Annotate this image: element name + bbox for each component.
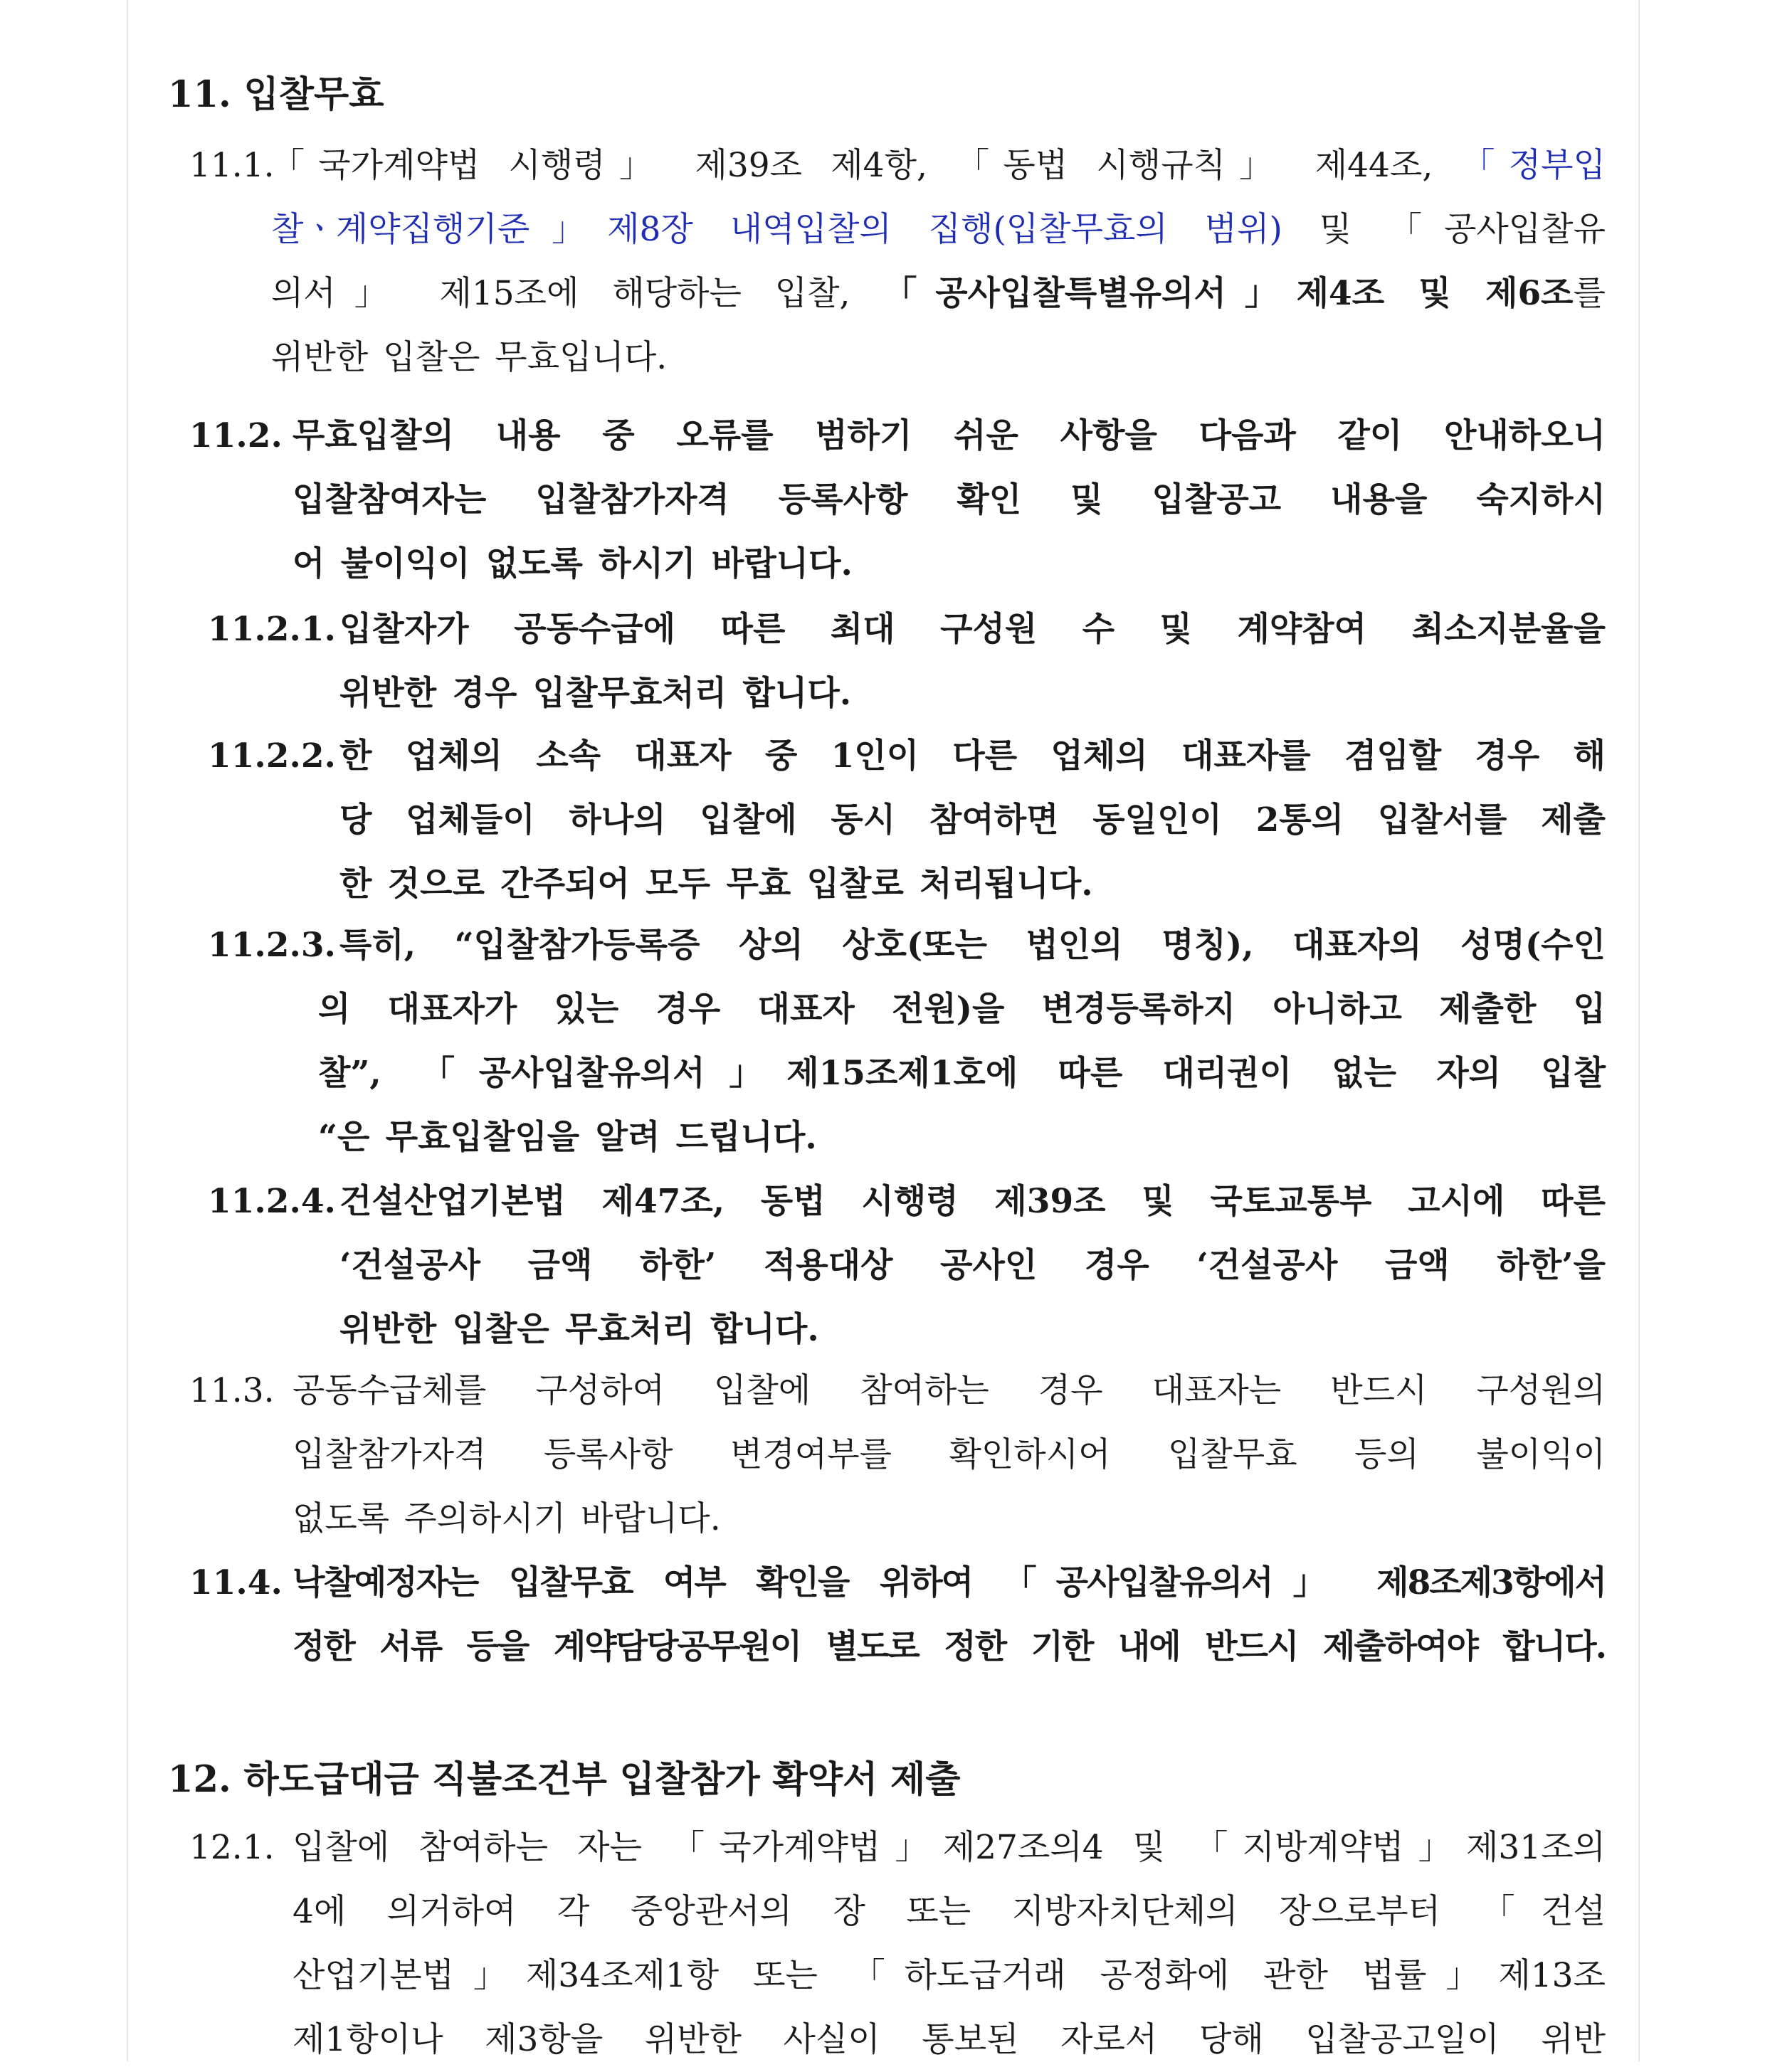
- text-line: 4에 의거하여 각 중앙관서의 장 또는 지방자치단체의 장으로부터 「건설: [293, 1892, 1606, 1931]
- clause-text-continued: [318, 978, 1606, 1170]
- text-line: 입찰에 참여하는 자는 「국가계약법」제27조의4 및 「지방계약법」제31조의: [293, 1828, 1606, 1867]
- text-run: 를: [1573, 274, 1606, 313]
- clause-text: [339, 598, 1606, 726]
- text-line: 입찰자가 공동수급에 따른 최대 구성원 수 및 계약참여 최소지분율을: [339, 610, 1606, 649]
- text-line: 위반한 입찰은 무효처리 합니다.: [339, 1310, 819, 1349]
- text-line: [271, 134, 1606, 198]
- linked-reference: 찰ㆍ계약집행기준」제8장 내역입찰의 집행(입찰무효의 범위): [271, 210, 1282, 249]
- text-line: 특히, “입찰참가등록증 상의 상호(또는 법인의 명칭), 대표자의 성명(수인: [339, 926, 1606, 965]
- text-line: [271, 262, 1606, 326]
- text-line: 위반한 경우 입찰무효처리 합니다.: [339, 674, 852, 713]
- section-12-heading: 12. 하도급대금 직불조건부 입찰참가 확약서 제출: [168, 1758, 961, 1801]
- clause-number: 12.1.: [189, 1828, 275, 1867]
- text-line: 무효입찰의 내용 중 오류를 범하기 쉬운 사항을 다음과 같이 안내하오니: [293, 416, 1606, 455]
- linked-reference: 「정부입: [1461, 146, 1606, 185]
- text-line: 의 대표자가 있는 경우 대표자 전원)을 변경등록하지 아니하고 제출한 입: [318, 990, 1606, 1029]
- text-line: 제1항이나 제3항을 위반한 사실이 통보된 자로서 당해 입찰공고일이 위반: [293, 2020, 1606, 2059]
- text-line: 위반한 입찰은 무효입니다.: [271, 338, 668, 377]
- text-run: 및 「공사입찰유: [1282, 210, 1606, 249]
- clause-number: 11.2.3.: [208, 926, 336, 965]
- text-line: 한 업체의 소속 대표자 중 1인이 다른 업체의 대표자를 겸임할 경우 해: [339, 736, 1606, 776]
- text-line: 입찰참가자격 등록사항 변경여부를 확인하시어 입찰무효 등의 불이익이: [293, 1435, 1606, 1474]
- clause-text: [339, 914, 1606, 978]
- text-line: 산업기본법」제34조제1항 또는 「하도급거래 공정화에 관한 법률」제13조: [293, 1956, 1606, 1995]
- text-line: 입찰참여자는 입찰참가자격 등록사항 확인 및 입찰공고 내용을 숙지하시: [293, 480, 1606, 519]
- clause-number: 11.2.1.: [208, 610, 336, 649]
- clause-number: 11.1.: [189, 146, 275, 185]
- clause-number: 11.4.: [189, 1563, 283, 1602]
- clause-text: [293, 404, 1606, 596]
- clause-number: 11.2.2.: [208, 736, 336, 776]
- text-line: 어 불이익이 없도록 하시기 바랍니다.: [293, 544, 853, 583]
- text-line: 정한 서류 등을 계약담당공무원이 별도로 정한 기한 내에 반드시 제출하여야 합니다.: [293, 1627, 1606, 1666]
- section-11-heading: 11. 입찰무효: [168, 73, 384, 116]
- text-run: 의서」 제15조에 해당하는 입찰,: [271, 274, 884, 313]
- clause-number: 11.3.: [189, 1371, 275, 1410]
- text-line: 없도록 주의하시기 바랍니다.: [293, 1499, 721, 1538]
- clause-text: [339, 1170, 1606, 1362]
- clause-text: [293, 1551, 1606, 1679]
- clause-text: [271, 134, 1606, 390]
- clause-text: [339, 724, 1606, 916]
- text-line: 공동수급체를 구성하여 입찰에 참여하는 경우 대표자는 반드시 구성원의: [293, 1371, 1606, 1410]
- text-line: 건설산업기본법 제47조, 동법 시행령 제39조 및 국토교통부 고시에 따른: [339, 1182, 1606, 1221]
- clause-text: [293, 1816, 1606, 2072]
- text-line: 한 것으로 간주되어 모두 무효 입찰로 처리됩니다.: [339, 865, 1093, 904]
- text-line: 당 업체들이 하나의 입찰에 동시 참여하면 동일인이 2통의 입찰서를 제출: [339, 800, 1606, 840]
- bold-reference: 「공사입찰특별유의서」제4조 및 제6조: [883, 274, 1574, 313]
- clause-text: [293, 1359, 1606, 1551]
- document-page: [127, 0, 1640, 2061]
- text-line: ‘건설공사 금액 하한’ 적용대상 공사인 경우 ‘건설공사 금액 하한’을: [339, 1246, 1606, 1285]
- text-line: [271, 198, 1606, 262]
- clause-number: 11.2.4.: [208, 1182, 336, 1221]
- text-run: 「국가계약법 시행령」 제39조 제4항, 「동법 시행규칙」 제44조,: [271, 146, 1462, 185]
- text-line: 찰”, 「공사입찰유의서」제15조제1호에 따른 대리권이 없는 자의 입찰: [318, 1054, 1606, 1093]
- clause-number: 11.2.: [189, 416, 283, 455]
- text-line: 낙찰예정자는 입찰무효 여부 확인을 위하여 「공사입찰유의서」 제8조제3항에서: [293, 1563, 1606, 1602]
- text-line: “은 무효입찰임을 알려 드립니다.: [318, 1118, 817, 1157]
